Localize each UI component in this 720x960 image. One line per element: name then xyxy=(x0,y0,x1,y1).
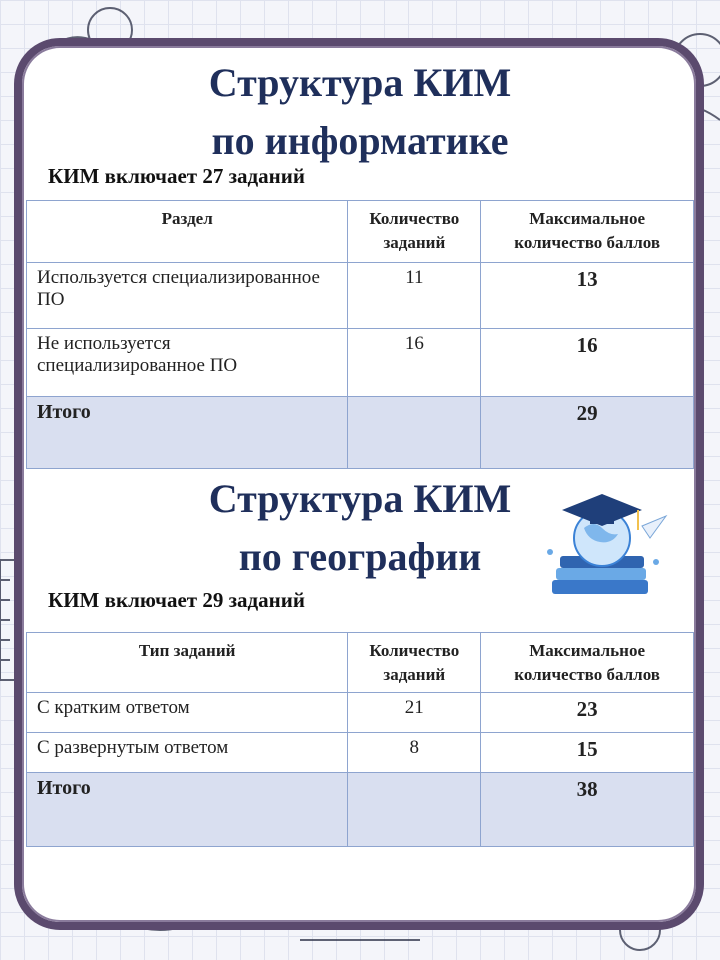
header-section: Раздел xyxy=(27,201,348,263)
table-row xyxy=(27,733,694,773)
total-label: Итого xyxy=(27,773,348,847)
total-count xyxy=(348,397,481,469)
geography-title-line2: по географии xyxy=(238,534,482,579)
header-type: Тип заданий xyxy=(27,633,348,693)
row-max: 15 xyxy=(481,733,694,773)
row-section: Не используется специализированное ПО xyxy=(27,329,348,397)
table-row xyxy=(27,329,694,397)
table-header-row xyxy=(27,201,694,263)
informatics-table xyxy=(26,200,694,469)
informatics-subtitle: КИМ включает 27 заданий xyxy=(48,164,305,188)
geography-subtitle: КИМ включает 29 заданий xyxy=(48,588,305,612)
graduation-globe-icon xyxy=(538,492,668,612)
header-max: Максимальное количество баллов xyxy=(481,201,694,263)
row-type: С развернутым ответом xyxy=(27,733,348,773)
header-count: Количество заданий xyxy=(348,201,481,263)
table-row xyxy=(27,693,694,733)
header-count: Количество заданий xyxy=(348,633,481,693)
row-count: 8 xyxy=(348,733,481,773)
row-max: 16 xyxy=(481,329,694,397)
total-max: 38 xyxy=(481,773,694,847)
geography-title-line1: Структура КИМ xyxy=(208,476,512,521)
informatics-title-line1: Структура КИМ xyxy=(208,60,512,105)
row-count: 11 xyxy=(348,263,481,329)
table-header-row xyxy=(27,633,694,693)
total-max: 29 xyxy=(481,397,694,469)
geography-table xyxy=(26,632,694,847)
table-total-row xyxy=(27,773,694,847)
row-count: 16 xyxy=(348,329,481,397)
informatics-title-line2: по информатике xyxy=(211,118,509,163)
row-count: 21 xyxy=(348,693,481,733)
row-section: Используется специализированное ПО xyxy=(27,263,348,329)
table-row xyxy=(27,263,694,329)
header-max: Максимальное количество баллов xyxy=(481,633,694,693)
row-type: С кратким ответом xyxy=(27,693,348,733)
informatics-title xyxy=(0,60,720,164)
row-max: 13 xyxy=(481,263,694,329)
table-total-row xyxy=(27,397,694,469)
row-max: 23 xyxy=(481,693,694,733)
total-label: Итого xyxy=(27,397,348,469)
total-count xyxy=(348,773,481,847)
